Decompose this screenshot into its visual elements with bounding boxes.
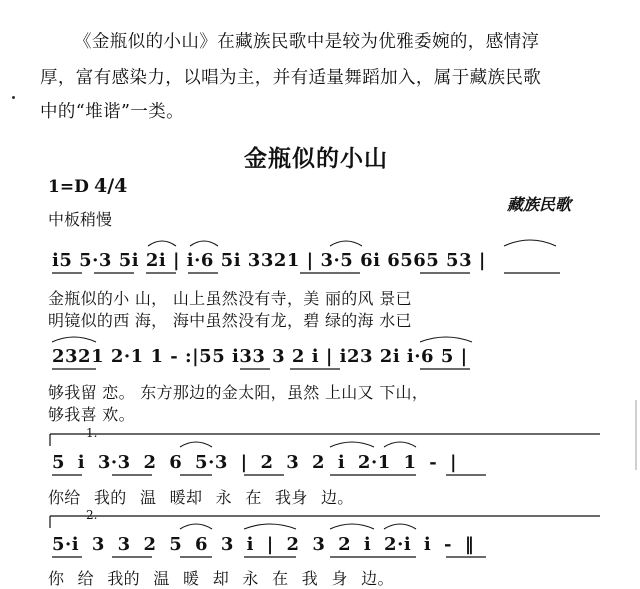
tie-arc — [330, 524, 374, 529]
tie-arc — [244, 524, 296, 529]
tempo-marking: 中板稍慢 — [48, 210, 113, 229]
score-row-2-notes: 2321 2·1 1 - :|55 i33 3 2 i | i23 2i i·6 5 | — [52, 346, 468, 367]
score-row-2-lyric-1: 够我留 恋。 东方那边的金太阳，虽然 上山又 下山， — [48, 383, 429, 402]
tie-arc — [180, 442, 212, 447]
tie-arc — [190, 241, 218, 246]
time-signature: 4/4 — [94, 175, 128, 197]
tie-arc — [330, 442, 374, 447]
score-row-1-lyric-1: 金瓶似的小 山， 山上虽然没有寺，美 丽的风 景已 — [48, 289, 412, 308]
intro-line-2: 厚，富有感染力，以唱为主，并有适量舞蹈加入，属于藏族民歌 — [40, 68, 542, 88]
tie-arc — [504, 240, 556, 246]
tie-arc — [420, 337, 472, 342]
score-row-4-notes: 5·i 3 3 2 5 6 3 i | 2 3 2 i 2·i i - ‖ — [52, 534, 475, 555]
score-row-3-lyric: 你给 我的 温 暖却 永 在 我身 边。 — [48, 488, 354, 507]
score-row-3-notes: 5 i 3·3 2 6 5·3 | 2 3 2 i 2·1 1 - | — [52, 452, 458, 473]
intro-line-1: 《金瓶似的小山》在藏族民歌中是较为优雅委婉的，感情淳 — [74, 32, 540, 52]
score-row-2-lyric-2: 够我喜 欢。 — [48, 405, 135, 424]
tie-arc — [384, 442, 416, 447]
intro-line-3: 中的“堆谐”一类。 — [40, 102, 184, 122]
tie-arc — [180, 524, 212, 529]
tie-arc — [52, 337, 96, 342]
volta-2-label: 2. — [86, 508, 98, 522]
tie-arc — [384, 524, 416, 529]
volta-1-label: 1. — [86, 426, 98, 440]
song-source: 藏族民歌 — [507, 195, 572, 214]
tie-arc — [148, 241, 176, 246]
score-row-4-lyric: 你 给 我的 温 暖 却 永 在 我 身 边。 — [48, 569, 394, 588]
tie-arc — [330, 241, 362, 246]
score-row-1-notes: i5 5·3 5i 2i | i·6 5i 3321 | 3·5 6i 6565 53 | — [52, 250, 486, 271]
score-row-1-lyric-2: 明镜似的西 海， 海中虽然没有龙，碧 绿的海 水已 — [48, 311, 412, 330]
song-title: 金瓶似的小山 — [244, 146, 388, 172]
key-signature: 1=D — [48, 177, 89, 197]
